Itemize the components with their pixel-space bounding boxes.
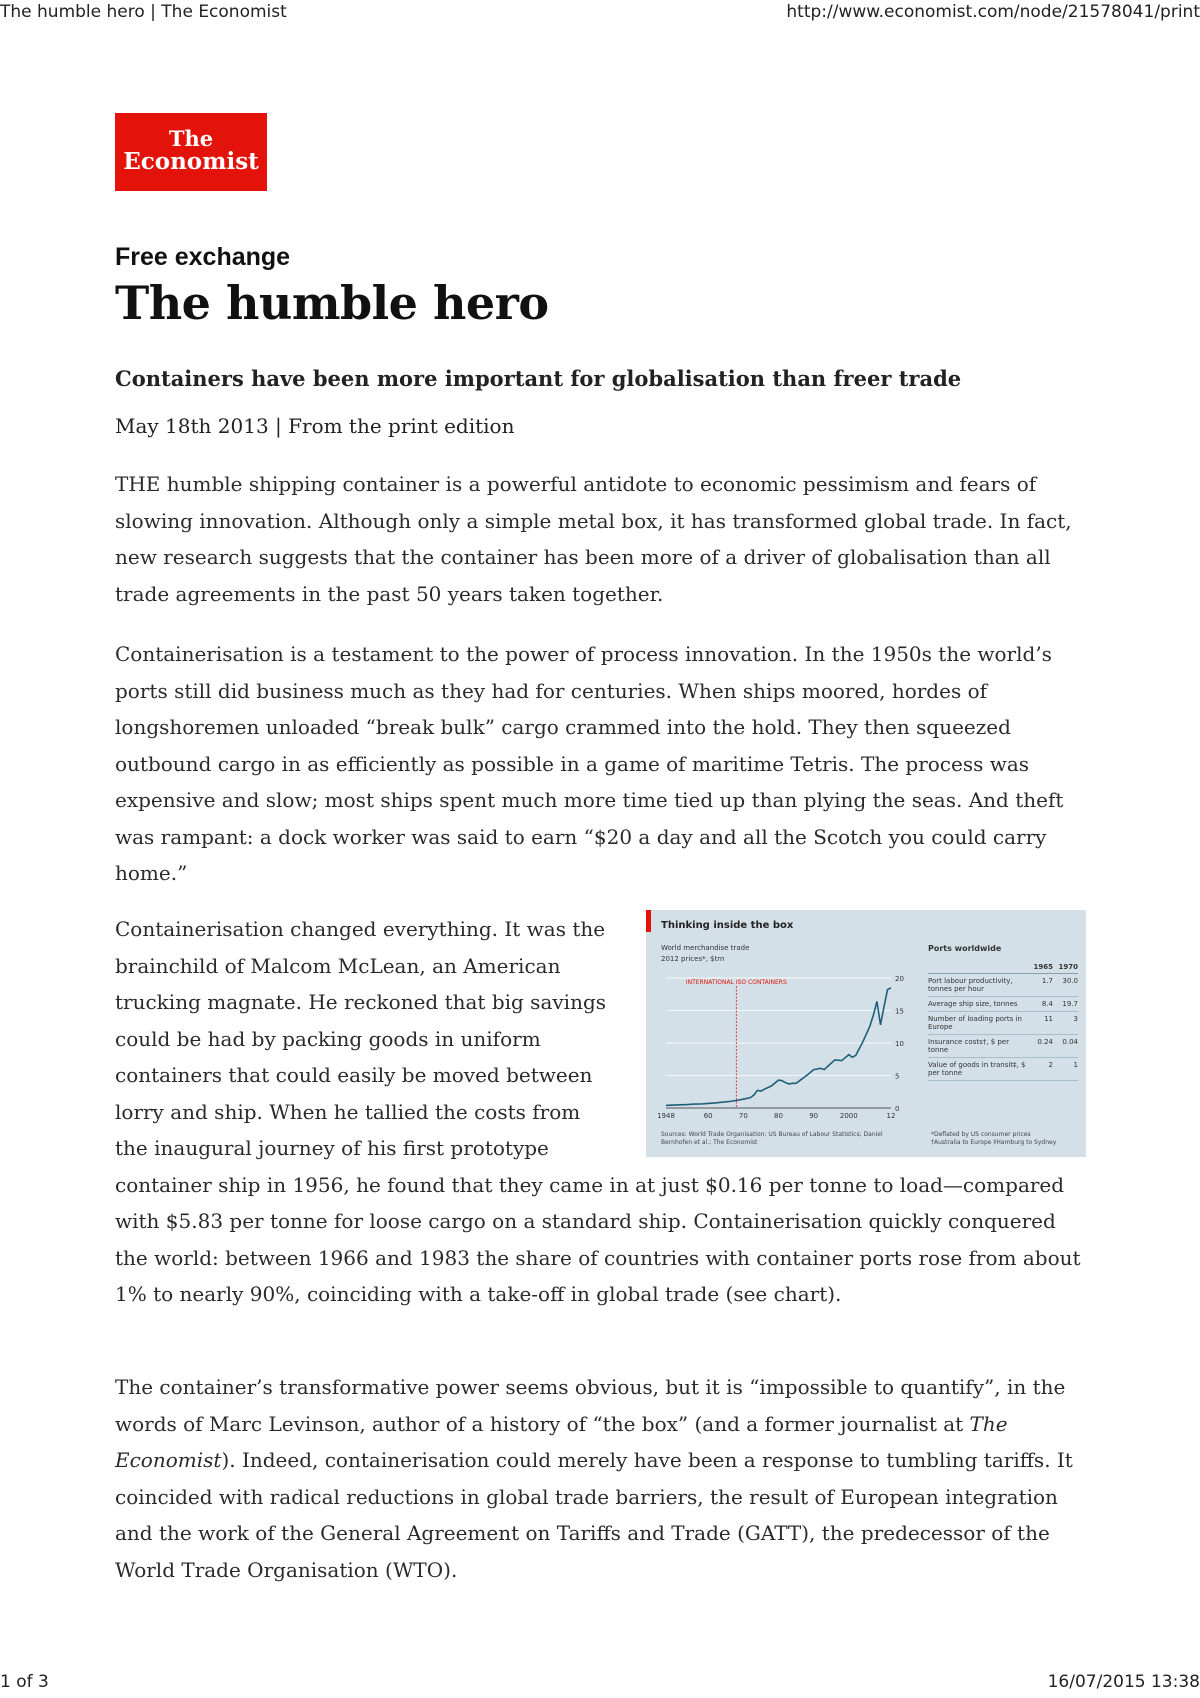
economist-logo[interactable] — [115, 113, 267, 191]
chart-y-tick-label: 0 — [895, 1105, 900, 1113]
chart-subtitle-1: World merchandise trade — [661, 944, 750, 952]
article-rubric: Containers have been more important for globalisation than freer trade — [115, 366, 962, 391]
ports-col-1970: 1970 — [1058, 963, 1078, 971]
browser-url: http://www.economist.com/node/21578041/print — [786, 2, 1200, 22]
ports-table-title: Ports worldwide — [928, 944, 1002, 953]
paragraph-4-text-a: The container’s transformative power seems obvious, but it is “impossible to quantify”, in the words of Marc Levinson, author of a history of “the box” (and a former journalist at — [115, 1375, 1066, 1436]
chart-x-tick-label: 12 — [886, 1112, 896, 1120]
ports-row — [928, 1035, 1078, 1058]
chart-x-tick-label: 60 — [703, 1112, 713, 1120]
ports-row-value: 30.0 — [1062, 977, 1078, 985]
ports-row-value: 11 — [1044, 1015, 1053, 1023]
paragraph-3-text: Containerisation changed everything. It was the brainchild of Malcom McLean, an American trucking magnate. He reckoned that big savings could be had by packing goods in uniform containers that could easily be moved between lorry and ship. When he tallied the costs from the inaugural journey of his first prototype container ship in 1956, he found that they came in at just $0.16 per tonne to load—compared with $5.83 per tonne for loose cargo on a standard ship. Containerisation quickly conquered the world: between 1966 and 1983 the share of countries with container ports rose from about 1% to nearly 90%, coinciding with a take-off in global trade (see chart). — [115, 917, 1081, 1306]
chart-note-1: *Deflated by US consumer prices — [931, 1131, 1031, 1138]
ports-row-value: 19.7 — [1062, 1000, 1078, 1008]
chart-x-tick-label: 2000 — [839, 1112, 858, 1120]
print-timestamp: 16/07/2015 13:38 — [1047, 1672, 1200, 1692]
ports-row-label: Insurance costs†, $ per tonne — [928, 1038, 1009, 1054]
paragraph-4-emphasis: The Economist — [115, 1411, 1008, 1472]
logo-line-2: Economist — [123, 148, 259, 175]
ports-row — [928, 997, 1078, 1012]
paragraph-1: THE humble shipping container is a powerful antidote to economic pessimism and fears of slowing innovation. Although only a simple metal box, it has transformed global trade. In fact, new research suggests that the container has been more of a driver of globalisation than all trade agreements in the past 50 years taken together. — [115, 472, 1072, 606]
page-indicator: 1 of 3 — [0, 1672, 49, 1692]
chart-annotation-label: INTERNATIONAL ISO CONTAINERS — [685, 979, 787, 986]
ports-row-label: Number of loading ports in Europe — [928, 1015, 1022, 1031]
chart-x-tick-label: 80 — [774, 1112, 783, 1120]
chart-x-tick-label: 90 — [809, 1112, 819, 1120]
ports-row-value: 1 — [1073, 1061, 1078, 1069]
ports-row-value: 8.4 — [1041, 1000, 1053, 1008]
chart-note-2: †Australia to Europe ‡Hamburg to Sydney — [931, 1139, 1057, 1146]
chart-source: Sources: World Trade Organisation; US Bureau of Labour Statistics; Daniel Bernhofen et al.; The Economist — [661, 1131, 883, 1146]
ports-col-1965: 1965 — [1033, 963, 1053, 971]
paragraph-4-text-b: ). Indeed, containerisation could merely have been a response to tumbling tariffs. It coincided with radical reductions in global trade barriers, the result of European integration and the work of the General Agreement on Tariffs and Trade (GATT), the predecessor of the World Trade Organisation (WTO). — [115, 1448, 1073, 1582]
chart-y-tick-label: 10 — [895, 1040, 904, 1048]
article-dateline: May 18th 2013 | From the print edition — [115, 414, 515, 438]
chart-series-line — [666, 988, 891, 1106]
chart-y-tick-label: 15 — [895, 1007, 904, 1016]
ports-row-label: Value of goods in transit‡, $ per tonne — [928, 1061, 1026, 1077]
chart-note — [931, 1131, 1081, 1147]
article-title: The humble hero — [115, 276, 549, 330]
ports-table-header — [928, 963, 1078, 974]
chart-y-tick-label: 5 — [895, 1072, 900, 1081]
ports-row-value: 0.24 — [1037, 1038, 1053, 1046]
ports-row-value: 3 — [1073, 1015, 1078, 1023]
section-label: Free exchange — [115, 243, 291, 271]
ports-row-value: 0.04 — [1062, 1038, 1078, 1046]
chart-x-tick-label: 70 — [738, 1112, 748, 1120]
paragraph-2: Containerisation is a testament to the power of process innovation. In the 1950s the world’s ports still did business much as they had for centuries. When ships moored, hordes of longshoremen unloaded “break bulk” cargo crammed into the hold. They then squeezed outbound cargo in as efficiently as possible in a game of maritime Tetris. The process was expensive and slow; most ships spent much more time tied up than plying the seas. And theft was rampant: a dock worker was said to earn “$20 a day and all the Scotch you could carry home.” — [115, 642, 1064, 885]
trade-chart — [646, 910, 1086, 1157]
paragraph-4 — [115, 1369, 1085, 1588]
chart-title: Thinking inside the box — [661, 920, 794, 931]
chart-y-tick-label: 20 — [895, 975, 904, 983]
ports-row — [928, 974, 1078, 997]
ports-row — [928, 1012, 1078, 1035]
ports-row-value: 1.7 — [1041, 977, 1053, 985]
browser-page-title: The humble hero | The Economist — [0, 2, 287, 22]
chart-subtitle-2: 2012 prices*, $trn — [661, 955, 725, 963]
ports-row-label: Average ship size, tonnes — [928, 1000, 1018, 1008]
chart-x-tick-label: 1948 — [657, 1112, 675, 1120]
ports-row — [928, 1058, 1078, 1081]
ports-row-value: 2 — [1048, 1061, 1053, 1069]
logo-line-1: The — [168, 126, 214, 151]
ports-row-label: Port labour productivity, tonnes per hour — [928, 977, 1013, 993]
ports-table — [928, 944, 1078, 1081]
